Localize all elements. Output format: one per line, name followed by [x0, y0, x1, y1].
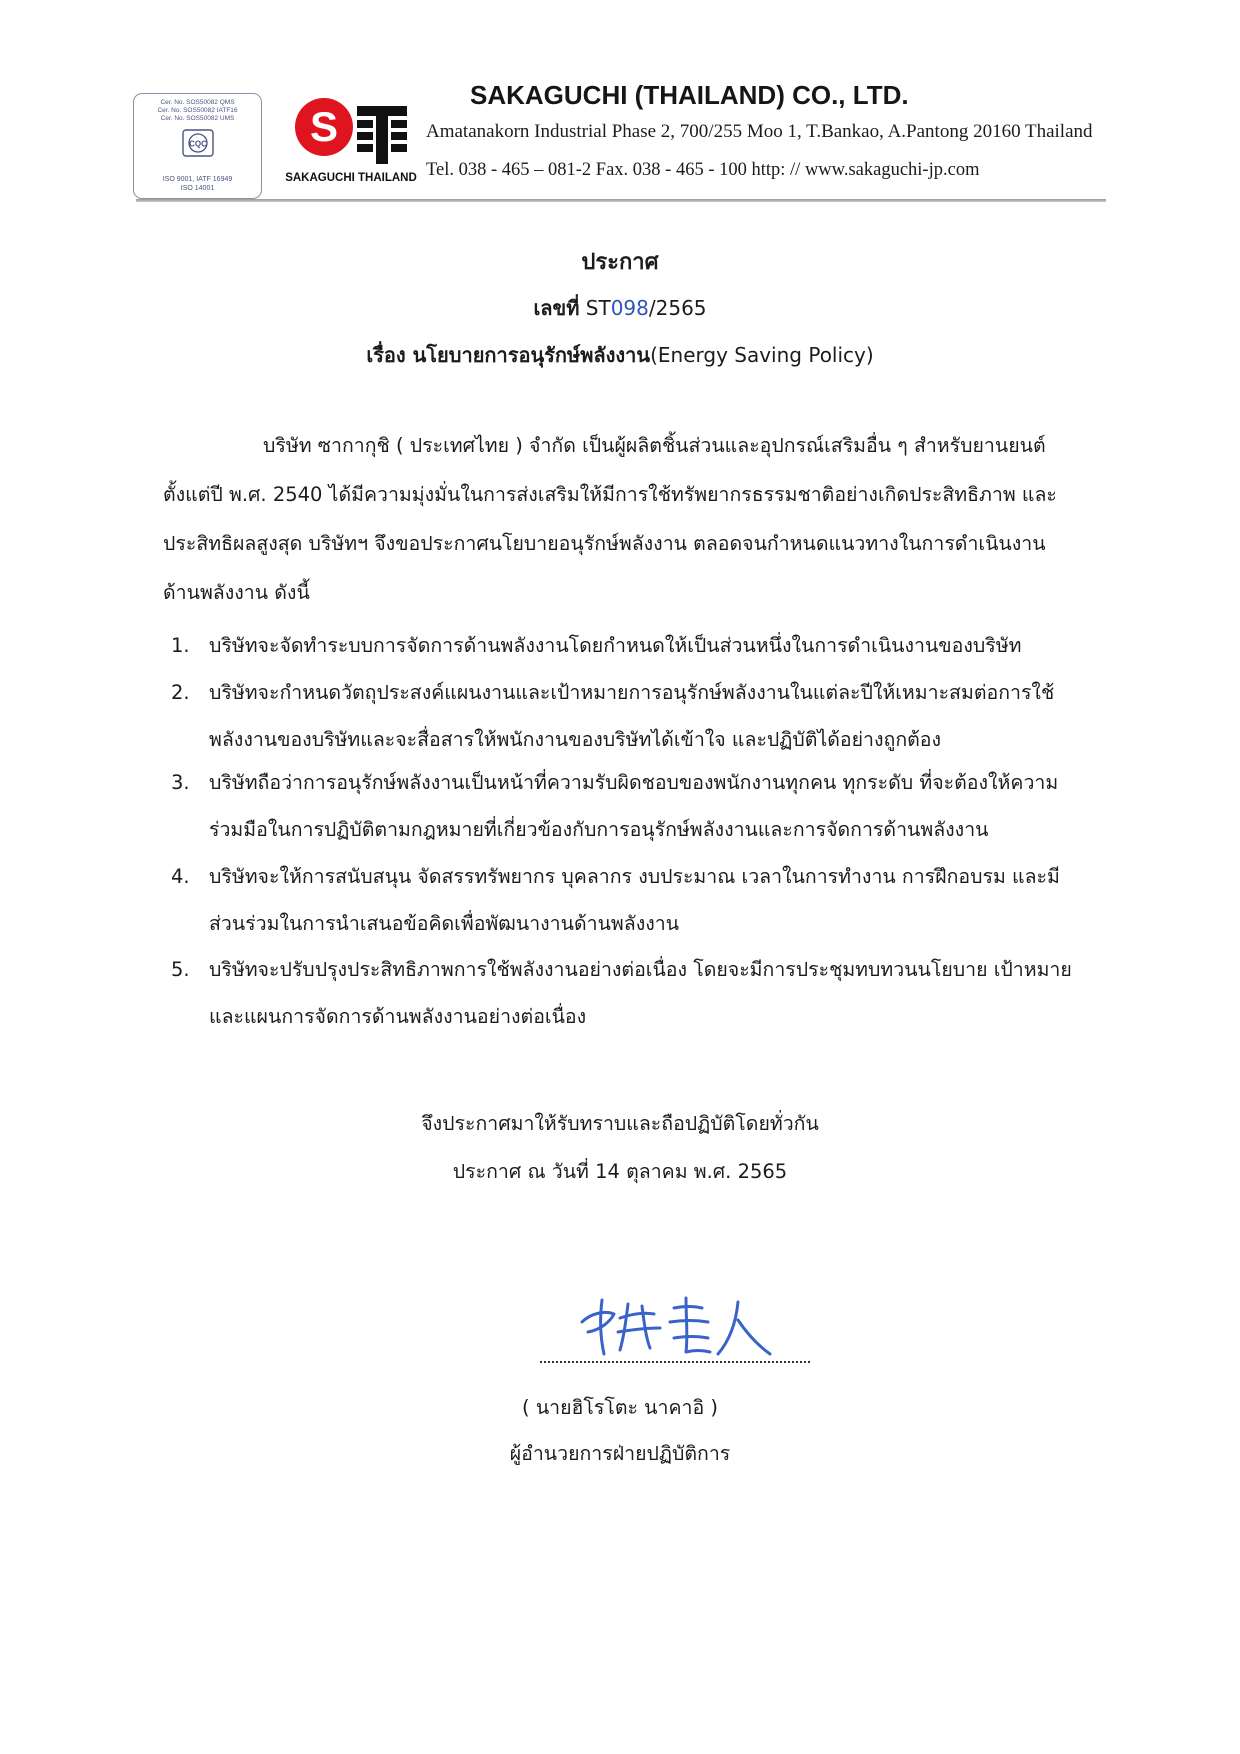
- subject-label: เรื่อง นโยบายการอนุรักษ์พลังงาน: [366, 343, 651, 367]
- number-label: เลขที่: [533, 296, 580, 320]
- number-suffix: /2565: [648, 296, 707, 320]
- policy-number: 3.: [171, 771, 190, 794]
- logo-bar: [357, 144, 373, 152]
- intro-line: ด้านพลังงาน ดังนี้: [163, 581, 310, 604]
- cert-standards: [134, 175, 261, 193]
- intro-line: บริษัท ซากากุชิ ( ประเทศไทย ) จำกัด เป็นผู้ผลิตชิ้นส่วนและอุปกรณ์เสริมอื่น ๆ สำหรับยานยนต์: [263, 434, 1046, 457]
- policy-text: [209, 853, 1060, 947]
- policy-number: 1.: [171, 634, 190, 657]
- company-address: Amatanakorn Industrial Phase 2, 700/255 Moo 1, T.Bankao, A.Pantong 20160 Thailand: [426, 121, 1093, 142]
- logo-bar: [391, 144, 407, 152]
- policy-line: พลังงานของบริษัทและจะสื่อสารให้พนักงานของบริษัทได้เข้าใจ และปฏิบัติได้อย่างถูกต้อง: [209, 728, 942, 751]
- policy-line: และแผนการจัดการด้านพลังงานอย่างต่อเนื่อง: [209, 1005, 587, 1028]
- logo-bar: [357, 132, 373, 140]
- policy-text: [209, 946, 1072, 1040]
- signature-line: [540, 1359, 810, 1363]
- logo-bar: [357, 106, 407, 116]
- cert-line: Cer. No. SOS50082 IATF16: [157, 107, 238, 114]
- policy-line: ส่วนร่วมในการนำเสนอข้อคิดเพื่อพัฒนางานด้านพลังงาน: [209, 912, 680, 935]
- signer-title: ผู้อำนวยการฝ่ายปฏิบัติการ: [509, 1442, 731, 1465]
- seal-text: CQC: [189, 139, 207, 149]
- company-name: SAKAGUCHI (THAILAND) CO., LTD.: [470, 80, 909, 110]
- policy-number: 4.: [171, 865, 190, 888]
- announcement-number: [0, 292, 1240, 324]
- signer-name: ( นายฮิโรโตะ นาคาอิ ): [522, 1396, 718, 1419]
- logo-bar: [376, 116, 388, 164]
- policy-number: 2.: [171, 681, 190, 704]
- cert-line: Cer. No. SOS50082 UMS: [160, 115, 235, 122]
- announcement-date: ประกาศ ณ วันที่ 14 ตุลาคม พ.ศ. 2565: [452, 1160, 788, 1183]
- cert-number-lines: [134, 99, 261, 123]
- policy-line: ร่วมมือในการปฏิบัติตามกฎหมายที่เกี่ยวข้องกับการอนุรักษ์พลังงานและการจัดการด้านพลังงาน: [209, 818, 989, 841]
- logo-letter-s: S: [309, 103, 339, 150]
- cert-line: Cer. No. SOS50082 QMS: [160, 99, 235, 106]
- policy-text: [209, 622, 1021, 669]
- company-contact: Tel. 038 - 465 – 081-2 Fax. 038 - 465 - 100 http: // www.sakaguchi-jp.com: [426, 160, 980, 180]
- logo-bar: [391, 120, 407, 128]
- intro-line: ตั้งแต่ปี พ.ศ. 2540 ได้มีความมุ่งมั่นในการส่งเสริมให้มีการใช้ทรัพยากรธรรมชาติอย่างเกิดประสิทธิภาพ และ: [163, 483, 1057, 506]
- announcement-title: ประกาศ: [581, 250, 659, 275]
- policy-line: บริษัทจะให้การสนับสนุน จัดสรรทรัพยากร บุคลากร งบประมาณ เวลาในการทำงาน การฝึกอบรม และมี: [209, 865, 1060, 888]
- certification-stamp: [133, 93, 262, 199]
- logo-bar: [357, 120, 373, 128]
- policy-line: บริษัทจะปรับปรุงประสิทธิภาพการใช้พลังงานอย่างต่อเนื่อง โดยจะมีการประชุมทบทวนนโยบาย เป้าหมาย: [209, 958, 1072, 981]
- number-mid: 098: [610, 296, 649, 320]
- cert-standard: ISO 14001: [180, 185, 215, 192]
- intro-paragraph: [163, 421, 1163, 617]
- policy-line: บริษัทถือว่าการอนุรักษ์พลังงานเป็นหน้าที่ความรับผิดชอบของพนักงานทุกคน ทุกระดับ ที่จะต้องให้ความ: [209, 771, 1059, 794]
- closing-statement: จึงประกาศมาให้รับทราบและถือปฏิบัติโดยทั่วกัน: [421, 1112, 819, 1135]
- policy-line: บริษัทจะกำหนดวัตถุประสงค์แผนงานและเป้าหมายการอนุรักษ์พลังงานในแต่ละปีให้เหมาะสมต่อการใช้: [209, 681, 1055, 704]
- subject-english: (Energy Saving Policy): [650, 343, 874, 367]
- cert-standard: ISO 9001, IATF 16949: [162, 176, 233, 183]
- policy-text: [209, 759, 1058, 853]
- policy-text: [209, 669, 1054, 763]
- logo-caption: SAKAGUCHI THAILAND: [285, 172, 417, 184]
- logo-bar: [391, 132, 407, 140]
- policy-number: 5.: [171, 958, 190, 981]
- announcement-subject: [0, 339, 1240, 371]
- handwritten-signature: [570, 1292, 780, 1360]
- cqc-seal-icon: [181, 128, 215, 158]
- letterhead-divider: [136, 199, 1106, 202]
- number-prefix: ST: [585, 296, 611, 320]
- intro-line: ประสิทธิผลสูงสุด บริษัทฯ จึงขอประกาศนโยบายอนุรักษ์พลังงาน ตลอดจนกำหนดแนวทางในการดำเนินงาน: [163, 532, 1046, 555]
- policy-line: บริษัทจะจัดทำระบบการจัดการด้านพลังงานโดยกำหนดให้เป็นส่วนหนึ่งในการดำเนินงานของบริษัท: [209, 634, 1022, 657]
